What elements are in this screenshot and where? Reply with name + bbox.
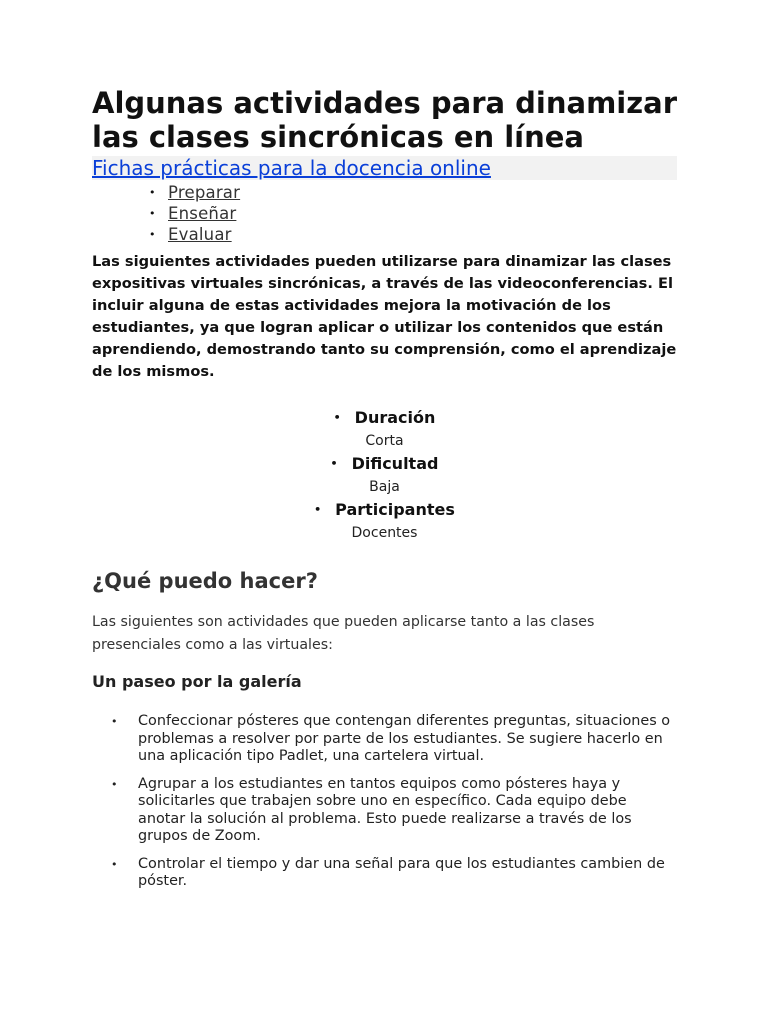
intro-paragraph: Las siguientes actividades pueden utilizarse para dinamizar las clases expositivas virtuales sincrónicas, a través de las videoconferencias. El incluir alguna de estas actividades mejora la motivación de los estudiantes, ya que logran aplicar o utilizar los contenidos que están aprendiendo, demostrando tanto su comprensión, como el aprendizaje de los mismos.: [92, 253, 677, 380]
nav-item-evaluar: [149, 224, 677, 245]
activity-list: [92, 713, 677, 891]
section-paragraph: Las siguientes son actividades que pueden aplicarse tanto a las clases presenciales como a las virtuales:: [92, 614, 595, 653]
bullet-icon: •: [111, 857, 118, 871]
meta-label-dificultad: Dificultad: [351, 454, 439, 473]
list-item: [111, 775, 677, 846]
list-item: [111, 855, 677, 891]
activity-text: Agrupar a los estudiantes en tantos equipos como pósteres haya y solicitarles que trabajen sobre uno en específico. Cada equipo debe anotar la solución al problema. Esto puede realizarse a través de los grupos de Zoom.: [138, 775, 632, 844]
nav-item-ensenar: [149, 203, 677, 224]
bullet-icon: •: [111, 715, 118, 728]
nav-link-preparar[interactable]: Preparar: [168, 183, 241, 202]
bullet-icon: •: [149, 207, 156, 220]
meta-participantes: [92, 499, 677, 545]
meta-value-dificultad: Baja: [369, 479, 400, 495]
meta-duracion: [92, 407, 677, 453]
list-item: [111, 713, 677, 766]
bullet-icon: •: [314, 503, 322, 516]
bullet-icon: •: [149, 186, 156, 199]
bullet-icon: •: [333, 411, 341, 424]
section-heading: ¿Qué puedo hacer?: [92, 569, 318, 593]
nav-item-preparar: [149, 182, 677, 203]
bullet-icon: •: [149, 228, 156, 241]
meta-dificultad: [92, 453, 677, 499]
activity-text: Controlar el tiempo y dar una señal para que los estudiantes cambien de póster.: [138, 855, 665, 889]
meta-value-participantes: Docentes: [351, 525, 418, 541]
meta-label-duracion: Duración: [354, 408, 436, 427]
subtitle-link[interactable]: Fichas prácticas para la docencia online: [92, 156, 677, 180]
nav-link-ensenar[interactable]: Enseñar: [168, 204, 237, 223]
nav-list: [92, 182, 677, 245]
meta-info: [92, 407, 677, 545]
page-title: Algunas actividades para dinamizar las clases sincrónicas en línea: [92, 86, 677, 154]
activity-text: Confeccionar pósteres que contengan diferentes preguntas, situaciones o problemas a resolver por parte de los estudiantes. Se sugiere hacerlo en una aplicación tipo Padlet, una cartelera virtual.: [138, 713, 671, 764]
bullet-icon: •: [111, 777, 118, 791]
document-page: [92, 86, 677, 901]
meta-label-participantes: Participantes: [335, 500, 455, 519]
activity-heading: Un paseo por la galería: [92, 672, 302, 691]
meta-value-duracion: Corta: [365, 433, 404, 449]
bullet-icon: •: [330, 457, 338, 470]
nav-link-evaluar[interactable]: Evaluar: [168, 225, 232, 244]
